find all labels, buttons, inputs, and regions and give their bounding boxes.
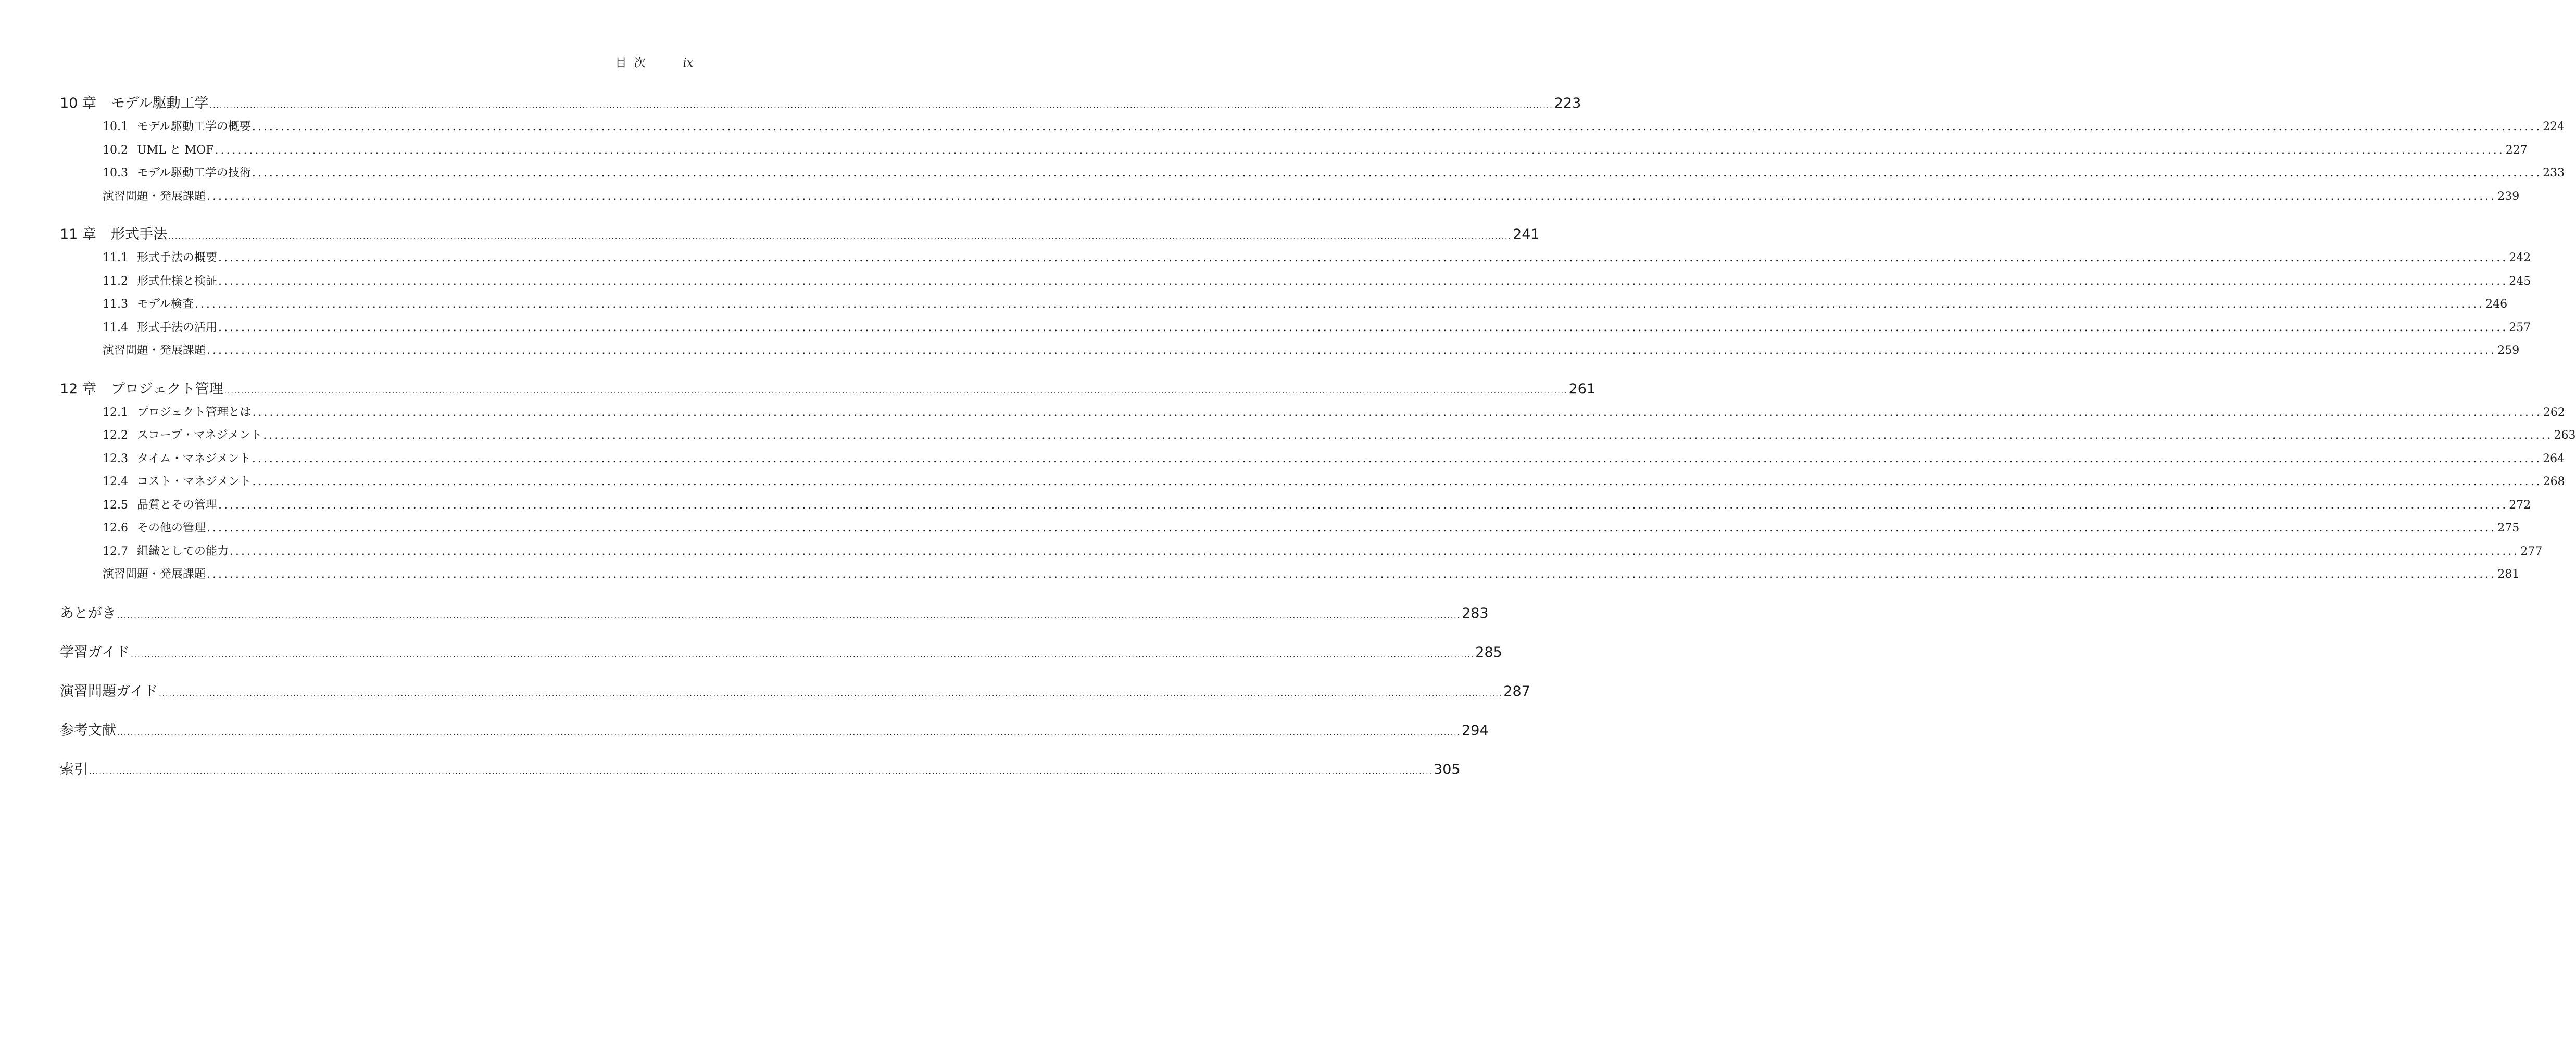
back-matter-entry-label — [60, 641, 130, 665]
toc-page-number: 262 — [2543, 405, 2565, 419]
chapter-entry — [60, 377, 1596, 401]
section-title: 演習問題・発展課題 — [103, 189, 206, 203]
section-number: 11.1 — [103, 251, 128, 264]
toc-page-number: 272 — [2509, 498, 2531, 512]
back-matter-entry-label — [60, 719, 116, 743]
toc-page-number: 294 — [1462, 722, 1489, 739]
section-number: 12.7 — [103, 544, 128, 558]
section-entry-label — [103, 448, 251, 471]
back-matter-title: あとがき — [60, 605, 116, 621]
back-matter-entry-label — [60, 758, 88, 782]
running-header — [615, 54, 693, 70]
chapter-number: 11 章 — [60, 226, 96, 243]
back-matter-title: 参考文献 — [60, 722, 116, 739]
back-matter-title: 演習問題ガイド — [60, 683, 158, 700]
chapter-title: 形式手法 — [111, 226, 167, 243]
leader-dots: ................................................................................................................................................................................................................................................................................................................................................................................................................ — [168, 233, 1512, 241]
section-title: 演習問題・発展課題 — [103, 568, 206, 581]
leader-dots: ................................................................................................................................................................................................................................................................................................................................................................................................................ — [89, 767, 1433, 776]
section-title: スコープ・マネジメント — [137, 429, 262, 442]
leader-dots: ................................................................................................................................................................................................................................................................................................................................................................................................................ — [252, 405, 2542, 419]
toc-page-number: 223 — [1554, 95, 1581, 111]
leader-dots: ................................................................................................................................................................................................................................................................................................................................................................................................................ — [117, 611, 1461, 620]
leader-dots: ................................................................................................................................................................................................................................................................................................................................................................................................................ — [207, 189, 2497, 203]
section-entry-label — [103, 316, 217, 340]
section-entry-label — [103, 247, 217, 270]
section-entry — [60, 270, 2531, 294]
back-matter-title: 索引 — [60, 761, 88, 778]
section-entry — [60, 401, 2565, 425]
chapter-entry — [60, 223, 1540, 247]
section-number: 11.2 — [103, 274, 128, 288]
toc-page-number: 245 — [2509, 274, 2531, 288]
toc-page-number: 287 — [1503, 683, 1530, 700]
section-entry — [60, 316, 2531, 340]
section-entry — [60, 517, 2520, 540]
section-number: 10.1 — [103, 120, 128, 133]
section-title: モデル駆動工学の技術 — [137, 167, 251, 180]
leader-dots: ................................................................................................................................................................................................................................................................................................................................................................................................................ — [252, 120, 2542, 133]
back-matter-entry-label — [60, 602, 116, 626]
section-title: その他の管理 — [137, 522, 206, 535]
section-number: 10.3 — [103, 167, 128, 180]
leader-dots: ................................................................................................................................................................................................................................................................................................................................................................................................................ — [252, 452, 2542, 465]
section-entry — [60, 116, 2565, 139]
section-entry — [60, 247, 2531, 270]
section-entry-label — [103, 116, 251, 139]
back-matter-title: 学習ガイド — [60, 644, 130, 661]
section-title: 形式仕様と検証 — [137, 274, 218, 288]
toc-page-number: 285 — [1475, 644, 1502, 661]
leader-dots: ................................................................................................................................................................................................................................................................................................................................................................................................................ — [209, 101, 1553, 110]
toc-page-number: 224 — [2543, 120, 2565, 133]
section-title: コスト・マネジメント — [137, 475, 252, 488]
section-title: プロジェクト管理とは — [137, 405, 252, 419]
chapter-entry-label — [60, 92, 209, 116]
back-matter-entry — [60, 602, 1489, 626]
leader-dots: ................................................................................................................................................................................................................................................................................................................................................................................................................ — [218, 321, 2508, 334]
section-entry-label — [103, 471, 251, 494]
section-entry-label — [103, 540, 229, 564]
toc-page-number: 233 — [2543, 167, 2565, 180]
leader-dots: ................................................................................................................................................................................................................................................................................................................................................................................................................ — [194, 298, 2485, 311]
leader-dots: ................................................................................................................................................................................................................................................................................................................................................................................................................ — [224, 387, 1568, 396]
back-matter-entry — [60, 680, 1530, 704]
toc-page-number: 268 — [2543, 475, 2565, 488]
toc-page-number: 239 — [2497, 189, 2520, 203]
chapter-entry-label — [60, 223, 167, 247]
leader-dots: ................................................................................................................................................................................................................................................................................................................................................................................................................ — [207, 344, 2497, 357]
section-number: 11.3 — [103, 298, 128, 311]
section-number: 10.2 — [103, 143, 128, 157]
toc-page-number: 242 — [2509, 251, 2531, 264]
section-entry-label — [103, 185, 206, 209]
leader-dots: ................................................................................................................................................................................................................................................................................................................................................................................................................ — [252, 475, 2542, 488]
section-entry-label — [103, 162, 251, 185]
back-matter-entry — [60, 719, 1489, 743]
section-entry-label — [103, 517, 206, 540]
section-title: 組織としての能力 — [137, 544, 229, 558]
section-entry-label — [103, 270, 217, 294]
chapter-title: モデル駆動工学 — [111, 95, 209, 111]
leader-dots: ................................................................................................................................................................................................................................................................................................................................................................................................................ — [252, 167, 2542, 180]
section-number: 12.4 — [103, 475, 128, 488]
section-entry-label — [103, 139, 214, 162]
leader-dots: ................................................................................................................................................................................................................................................................................................................................................................................................................ — [230, 544, 2520, 558]
section-entry — [60, 540, 2543, 564]
section-entry — [60, 339, 2520, 363]
toc-page-number: 277 — [2520, 544, 2543, 558]
toc-page-number: 275 — [2497, 522, 2520, 535]
page-number: ix — [683, 57, 693, 70]
section-entry — [60, 185, 2520, 209]
section-entry-label — [103, 339, 206, 363]
chapter-entry — [60, 92, 1581, 116]
chapter-entry-label — [60, 377, 223, 401]
chapter-title: プロジェクト管理 — [111, 380, 223, 397]
chapter-number: 12 章 — [60, 380, 96, 397]
leader-dots: ................................................................................................................................................................................................................................................................................................................................................................................................................ — [263, 429, 2553, 442]
section-entry — [60, 494, 2531, 517]
leader-dots: ................................................................................................................................................................................................................................................................................................................................................................................................................ — [207, 522, 2497, 535]
section-number: 11.4 — [103, 321, 128, 334]
leader-dots: ................................................................................................................................................................................................................................................................................................................................................................................................................ — [218, 251, 2508, 264]
section-title: 品質とその管理 — [137, 498, 218, 512]
section-number: 12.2 — [103, 429, 128, 442]
section-title: モデル検査 — [137, 298, 194, 311]
leader-dots: ................................................................................................................................................................................................................................................................................................................................................................................................................ — [117, 728, 1461, 737]
toc-page-number: 263 — [2554, 429, 2576, 442]
leader-dots: ................................................................................................................................................................................................................................................................................................................................................................................................................ — [215, 143, 2505, 157]
section-entry — [60, 139, 2528, 162]
section-number: 12.1 — [103, 405, 128, 419]
table-of-contents — [60, 92, 2576, 782]
leader-dots: ................................................................................................................................................................................................................................................................................................................................................................................................................ — [131, 650, 1475, 659]
toc-page-number: 257 — [2509, 321, 2531, 334]
toc-page-number: 305 — [1434, 761, 1461, 778]
section-title: 形式手法の活用 — [137, 321, 218, 334]
section-entry — [60, 162, 2565, 185]
leader-dots: ................................................................................................................................................................................................................................................................................................................................................................................................................ — [207, 568, 2497, 581]
section-number: 12.5 — [103, 498, 128, 512]
section-entry-label — [103, 293, 194, 316]
back-matter-entry-label — [60, 680, 158, 704]
section-title: モデル駆動工学の概要 — [137, 120, 251, 133]
back-matter-entry — [60, 758, 1461, 782]
leader-dots: ................................................................................................................................................................................................................................................................................................................................................................................................................ — [218, 274, 2508, 288]
toc-page-number: 264 — [2543, 452, 2565, 465]
section-entry-label — [103, 401, 252, 425]
back-matter-entry — [60, 641, 1502, 665]
leader-dots: ................................................................................................................................................................................................................................................................................................................................................................................................................ — [159, 689, 1503, 698]
leader-dots: ................................................................................................................................................................................................................................................................................................................................................................................................................ — [218, 498, 2508, 512]
section-entry-label — [103, 563, 206, 587]
section-entry — [60, 424, 2576, 448]
section-title: 形式手法の概要 — [137, 251, 218, 264]
toc-page-number: 281 — [2497, 568, 2520, 581]
chapter-number: 10 章 — [60, 95, 96, 111]
section-number: 12.3 — [103, 452, 128, 465]
toc-page-number: 261 — [1568, 380, 1596, 397]
toc-page-number: 259 — [2497, 344, 2520, 357]
section-number: 12.6 — [103, 522, 128, 535]
toc-page-number: 283 — [1462, 605, 1489, 621]
toc-page-number: 241 — [1513, 226, 1540, 243]
section-entry — [60, 293, 2508, 316]
section-entry — [60, 471, 2565, 494]
toc-page-number: 246 — [2485, 298, 2508, 311]
running-header-title: 目次 — [615, 57, 653, 70]
section-title: 演習問題・発展課題 — [103, 344, 206, 357]
section-entry — [60, 563, 2520, 587]
section-title: UML と MOF — [137, 143, 214, 157]
toc-page-number: 227 — [2505, 143, 2528, 157]
section-entry-label — [103, 494, 217, 517]
section-title: タイム・マネジメント — [137, 452, 251, 465]
section-entry-label — [103, 424, 262, 448]
section-entry — [60, 448, 2565, 471]
